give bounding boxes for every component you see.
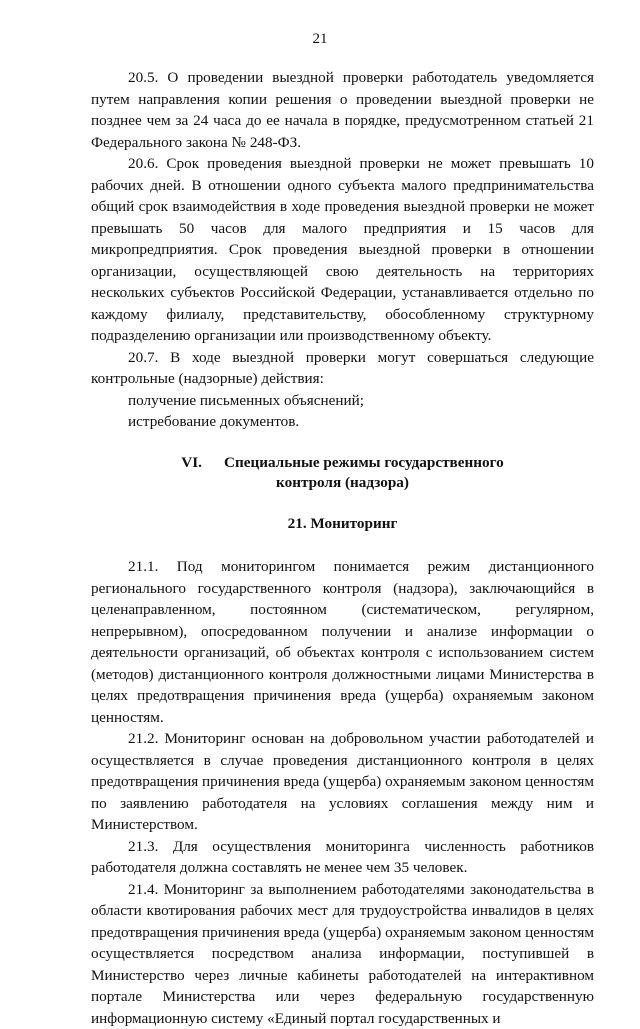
paragraph-20-5: 20.5. О проведении выездной проверки работодатель уведомляется путем направления копии решения о проведении выездной проверки не позднее чем за 24 часа до ее начала в порядке, предусмотренном статьей 21 Федерального закона № 248-ФЗ. bbox=[91, 67, 594, 153]
document-body bbox=[91, 67, 594, 1029]
paragraph-21-1: 21.1. Под мониторингом понимается режим дистанционного регионального государственного контроля (надзора), заключающийся в целенаправленном, постоянном (систематическом, регулярном, непрерывном), опосредованном получении и анализе информации о деятельности организаций, об объектах контроля с использованием систем (методов) дистанционного контроля должностными лицами Министерства в целях предотвращения причинения вреда (ущерба) охраняемым законом ценностям. bbox=[91, 556, 594, 728]
section-title-line1: Специальные режимы государственного bbox=[224, 454, 504, 471]
section-number: VI. bbox=[181, 453, 202, 473]
paragraph-20-6: 20.6. Срок проведения выездной проверки не может превышать 10 рабочих дней. В отношении одного субъекта малого предпринимательства общий срок взаимодействия в ходе проведения выездной проверки не может превышать 50 часов для малого предприятия и 15 часов для микропредприятия. Срок проведения выездной проверки в отношении организации, осуществляющей свою деятельность на территориях нескольких субъектов Российской Федерации, устанавливается отдельно по каждому филиалу, представительству, обособленному структурному подразделению организации или производственному объекту. bbox=[91, 153, 594, 347]
paragraph-21-3: 21.3. Для осуществления мониторинга численность работников работодателя должна составлять не менее чем 35 человек. bbox=[91, 836, 594, 879]
section-heading bbox=[91, 453, 594, 493]
page-number: 21 bbox=[0, 30, 640, 48]
paragraph-21-4: 21.4. Мониторинг за выполнением работодателями законодательства в области квотирования рабочих мест для трудоустройства инвалидов в целях предотвращения причинения вреда (ущерба) охраняемым законом ценностям осуществляется посредством анализа информации, поступившей в Министерство через личные кабинеты работодателей на интерактивном портале Министерства или через федеральную государственную информационную систему «Единый портал государственных и bbox=[91, 879, 594, 1029]
action-item-documents: истребование документов. bbox=[91, 411, 594, 433]
action-item-explanations: получение письменных объяснений; bbox=[91, 390, 594, 412]
paragraph-20-7: 20.7. В ходе выездной проверки могут совершаться следующие контрольные (надзорные) действия: bbox=[91, 347, 594, 390]
subsection-title: 21. Мониторинг bbox=[91, 513, 594, 535]
paragraph-21-2: 21.2. Мониторинг основан на добровольном участии работодателей и осуществляется в случае проведения дистанционного контроля в целях предотвращения причинения вреда (ущерба) охраняемым законом ценностям по заявлению работодателя на условиях соглашения между ним и Министерством. bbox=[91, 728, 594, 836]
section-title-line2: контроля (надзора) bbox=[91, 473, 594, 493]
